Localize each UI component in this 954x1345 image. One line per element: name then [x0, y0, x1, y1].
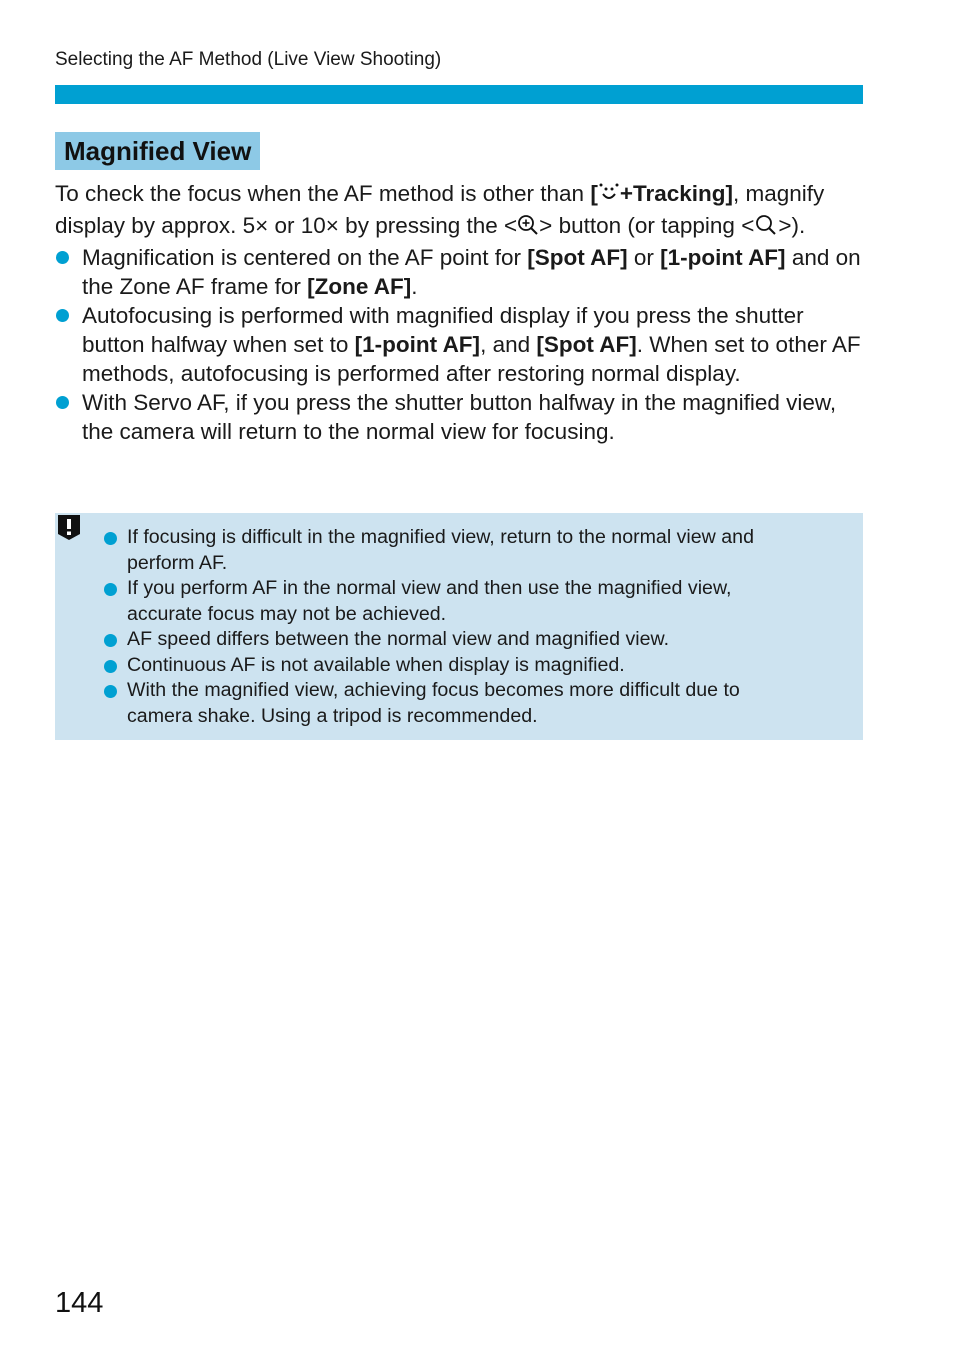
caution-item — [104, 576, 804, 627]
item-bold: [1-point AF] — [660, 245, 786, 270]
item-bold: [Zone AF] — [307, 274, 412, 299]
item-text: Magnification is centered on the AF point for — [82, 245, 528, 270]
item-text: , and — [480, 332, 537, 357]
bullet-dot-icon — [104, 685, 117, 698]
bullet-dot-icon — [104, 634, 117, 647]
list-item — [55, 243, 863, 301]
header-rule — [55, 85, 863, 104]
bullet-dot-icon — [56, 251, 69, 264]
section-title: Magnified View — [55, 132, 260, 170]
intro-text: >). — [778, 213, 806, 238]
caution-item — [104, 627, 804, 653]
intro-bold: [ — [590, 181, 598, 206]
caution-text: With the magnified view, achieving focus becomes more difficult due to camera shake. Using a tripod is recommended. — [127, 679, 740, 727]
bullet-dot-icon — [56, 309, 69, 322]
intro-paragraph — [55, 179, 863, 243]
bullet-dot-icon — [104, 583, 117, 596]
list-item — [55, 301, 863, 388]
running-head: Selecting the AF Method (Live View Shooting) — [55, 49, 442, 70]
caution-item — [104, 678, 804, 729]
item-text: and on the Zone AF frame for — [82, 245, 861, 299]
intro-text: > button (or tapping < — [539, 213, 755, 238]
list-item — [55, 388, 863, 446]
bullet-dot-icon — [104, 660, 117, 673]
item-text: or — [627, 245, 661, 270]
caution-text: If you perform AF in the normal view and then use the magnified view, accurate focus may not be achieved. — [127, 577, 732, 625]
item-bold: [1-point AF] — [354, 332, 481, 357]
bullet-list — [55, 243, 863, 446]
intro-text: To check the focus when the AF method is other than — [55, 181, 591, 206]
item-text: With Servo AF, if you press the shutter button halfway in the magnified view, the camera will return to the normal view for focusing. — [82, 390, 837, 444]
caution-text: AF speed differs between the normal view and magnified view. — [127, 628, 670, 650]
caution-box — [55, 513, 863, 740]
item-text: . — [411, 274, 418, 299]
item-text: . When set to other AF methods, autofocusing is performed after restoring normal display. — [82, 332, 861, 386]
page-number: 144 — [55, 1287, 104, 1319]
caution-text: Continuous AF is not available when display is magnified. — [127, 653, 625, 676]
bullet-dot-icon — [56, 396, 69, 409]
item-bold: [Spot AF] — [536, 332, 637, 357]
caution-item — [104, 653, 804, 679]
magnify-plus-icon — [517, 214, 539, 243]
item-bold: [Spot AF] — [527, 245, 628, 270]
face-icon — [598, 182, 620, 211]
body-text — [55, 179, 863, 446]
magnify-icon — [754, 214, 778, 243]
caution-list — [104, 525, 804, 729]
intro-text: , magnify display by approx. 5× or 10× by pressing the < — [55, 181, 825, 238]
bullet-dot-icon — [104, 532, 117, 545]
item-text: Autofocusing is performed with magnified display if you press the shutter button halfway when set to — [82, 303, 804, 357]
intro-bold-tracking: +Tracking] — [619, 181, 733, 206]
caution-item — [104, 525, 804, 576]
caution-icon — [55, 513, 83, 541]
caution-text: If focusing is difficult in the magnified view, return to the normal view and perform AF. — [127, 526, 754, 574]
